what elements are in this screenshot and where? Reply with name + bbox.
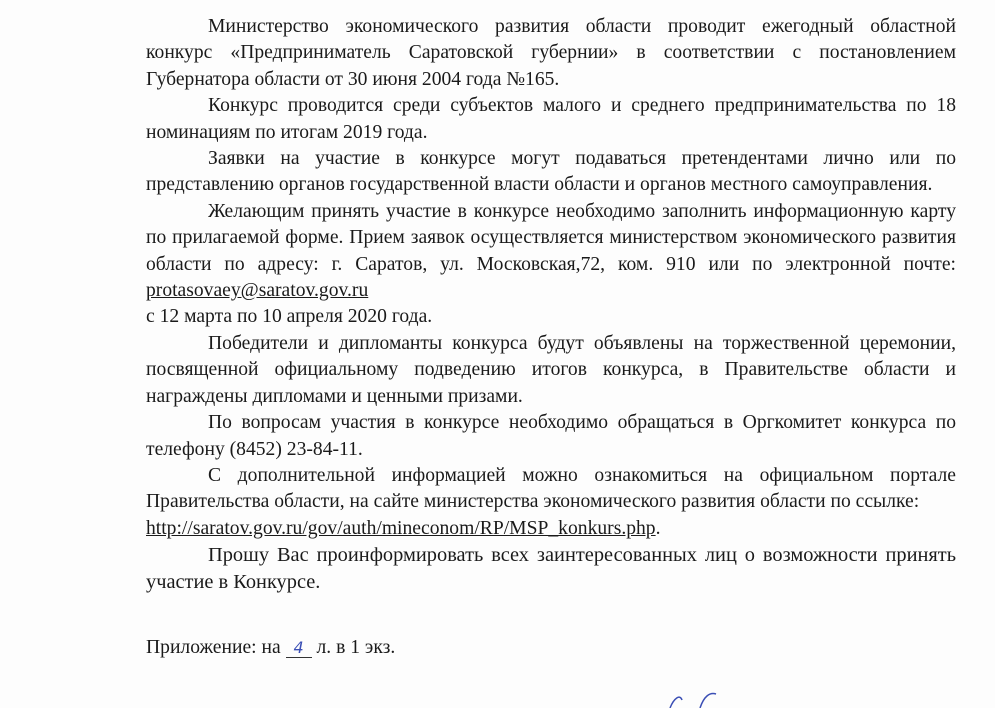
paragraph-text: с 12 марта по 10 апреля 2020 года. <box>146 306 433 328</box>
paragraph-text: Желающим принять участие в конкурсе необходимо заполнить информационную карту по прилагаемой форме. Прием заявок осуществляется министерством экономического развития области по адресу: г. Саратов, ул. Московская,72, ком. 910 или по электронной почте: <box>146 200 956 275</box>
attachment-prefix: Приложение: на <box>146 636 281 658</box>
paragraph-submission <box>146 199 956 331</box>
paragraph-text: Прошу Вас проинформировать всех заинтересованных лиц о возможности принять участие в Конкурсе. <box>146 544 956 593</box>
paragraph-text: По вопросам участия в конкурсе необходимо обращаться в Оргкомитет конкурса по телефону (8452) 23-84-11. <box>146 412 956 460</box>
paragraph-text: . <box>655 517 661 539</box>
attachment-line <box>146 635 956 661</box>
signature-icon <box>660 690 750 708</box>
email-link[interactable]: protasovaey@saratov.gov.ru <box>146 280 369 302</box>
paragraph-more-info <box>146 463 956 542</box>
paragraph-text: Конкурс проводится среди субъектов малого и среднего предпринимательства по 18 номинациям по итогам 2019 года. <box>146 95 956 143</box>
paragraph-winners <box>146 331 956 410</box>
handwritten-page-count: 4 <box>286 639 312 658</box>
paragraph-contest-participants <box>146 93 956 146</box>
portal-link[interactable]: http://saratov.gov.ru/gov/auth/mineconom/RP/MSP_konkurs.php <box>146 517 656 539</box>
paragraph-text: С дополнительной информацией можно ознакомиться на официальном портале Правительства области, на сайте министерства экономического развития области по ссылке: <box>146 464 956 513</box>
paragraph-request <box>146 542 956 595</box>
attachment-suffix: л. в 1 экз. <box>316 636 396 658</box>
paragraph-contact-phone <box>146 410 956 463</box>
paragraph-text: Победители и дипломанты конкурса будут объявлены на торжественной церемонии, посвященной официальному подведению итогов конкурса, в Правительстве области и награждены дипломами и ценными призами. <box>146 332 956 407</box>
paragraph-applications <box>146 146 956 199</box>
paragraph-text: Министерство экономического развития области проводит ежегодный областной конкурс «Предприниматель Саратовской губернии» в соответствии с постановлением Губернатора области от 30 июня 2004 года №165. <box>146 16 956 90</box>
paragraph-contest-announcement <box>146 14 956 93</box>
letter-body <box>146 14 956 661</box>
paragraph-text: Заявки на участие в конкурсе могут подаваться претендентами лично или по представлению органов государственной власти области и органов местного самоуправления. <box>146 148 956 196</box>
